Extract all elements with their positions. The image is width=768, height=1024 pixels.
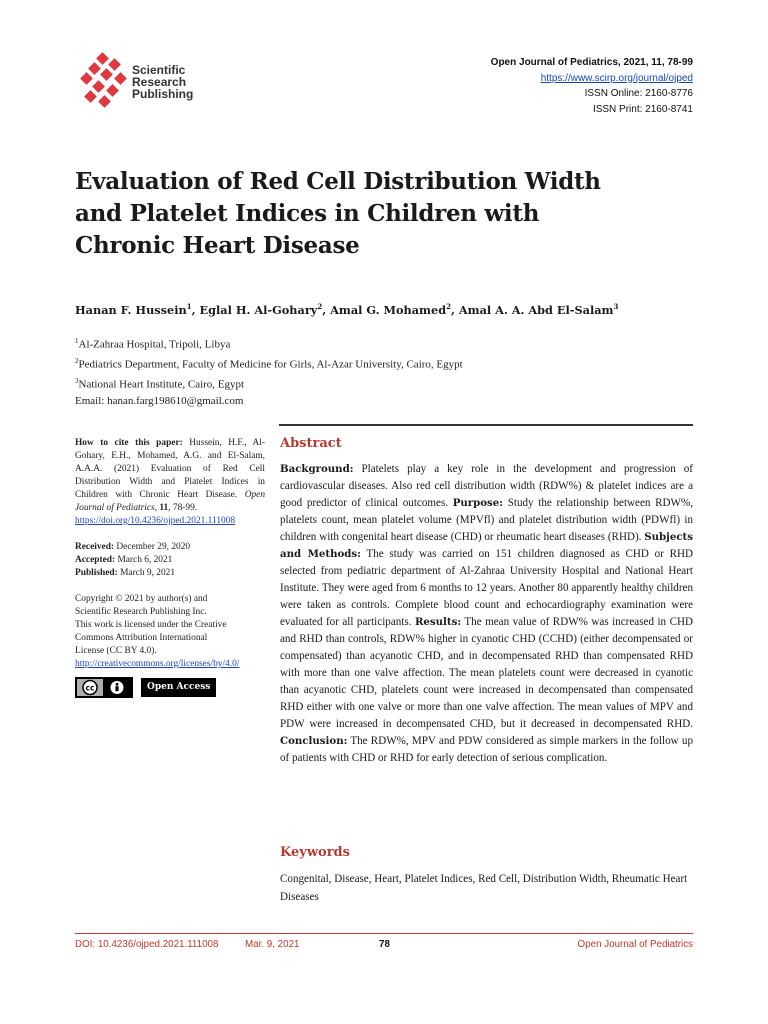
affiliation-text: Al-Zahraa Hospital, Tripoli, Libya xyxy=(78,338,231,351)
received-value: December 29, 2020 xyxy=(116,542,191,552)
author-name: Hanan F. Hussein xyxy=(75,302,187,317)
journal-url-link[interactable]: https://www.scirp.org/journal/ojped xyxy=(540,72,693,84)
affiliation-marker: 3 xyxy=(75,377,79,386)
results-text: The mean value of RDW% was increased in CHD and RHD than controls, RDW% higher in cyanotic CHD (CCHD) (either decompensated or compensated) than acyanotic CHD, and in decompensated RHD than compensated RHD with more than one valve affection. The mean platelets count were decreased in cyanotic than acyanotic CHD, platelets count were increased in decompensated than compensated RHD either with one valve or more than one valve affection. The mean values of MPV and PDW were increased in decompensated CHD, but it decreased in decompensated RHD. xyxy=(280,616,693,730)
affiliation-marker: 2 xyxy=(75,357,79,366)
publisher-line-3: Publishing xyxy=(132,87,194,101)
keywords-heading: Keywords xyxy=(280,845,350,860)
abstract-body xyxy=(280,461,693,767)
published-label: Published: xyxy=(75,568,118,578)
affiliations xyxy=(75,333,463,410)
affiliation-item xyxy=(75,353,463,373)
paper-title xyxy=(75,166,675,262)
cite-journal: Open Journal of Pediatrics xyxy=(75,490,266,513)
publisher-line-2: Research xyxy=(132,75,187,89)
published-date xyxy=(75,567,265,580)
author-affiliation-marker: 1 xyxy=(186,302,192,311)
journal-info xyxy=(491,55,693,117)
title-line: Evaluation of Red Cell Distribution Width xyxy=(75,168,601,195)
title-line: Chronic Heart Disease xyxy=(75,232,360,259)
author-affiliation-marker: 2 xyxy=(317,302,323,311)
accepted-label: Accepted: xyxy=(75,555,116,565)
footer-journal-name: Open Journal of Pediatrics xyxy=(577,939,693,950)
purpose-label: Purpose: xyxy=(452,497,504,509)
purpose-text: Study the relationship between RDW%, platelets count, mean platelet volume (MPVfl) and platelet distribution width (PDWfl) in children with congenital heart disease (CHD) or rheumatic heart diseases (RHD). xyxy=(280,497,694,543)
journal-citation: Open Journal of Pediatrics, 2021, 11, 78-99 xyxy=(490,57,693,68)
author-name: Eglal H. Al-Gohary xyxy=(199,302,318,317)
issn-print: ISSN Print: 2160-8741 xyxy=(592,103,693,115)
methods-label: Subjects and Methods: xyxy=(280,531,693,560)
abstract-divider xyxy=(279,424,693,426)
copyright-line: Commons Attribution International xyxy=(75,633,208,643)
affiliation-text: Pediatrics Department, Faculty of Medicine for Girls, Al-Azar University, Cairo, Egypt xyxy=(78,358,463,371)
footer-divider xyxy=(75,933,693,934)
methods-text: The study was carried on 151 children diagnosed as CHD or RHD selected from pediatric department of Al-Zahraa University Hospital and National Heart Institute. They were aged from 6 months to 12 years. Another 80 apparently healthy children were taken as controls. Complete blood count and echocardiography examination were evaluated for all participants. xyxy=(280,548,693,628)
affiliation-item xyxy=(75,333,463,353)
cite-volume: 11 xyxy=(159,503,169,513)
issn-online: ISSN Online: 2160-8776 xyxy=(584,88,693,99)
affiliation-item xyxy=(75,373,463,393)
footer-date: Mar. 9, 2021 xyxy=(245,939,300,950)
publisher-name xyxy=(132,64,193,100)
doi-link[interactable]: https://doi.org/10.4236/ojped.2021.111008 xyxy=(75,516,236,526)
copyright-line: License (CC BY 4.0). xyxy=(75,646,157,656)
copyright-line: This work is licensed under the Creative xyxy=(75,620,227,630)
author-list: Hanan F. Hussein$^1$, Eglal H. Al-Gohary$^2$, Amal G. Mohamed$^2$, Amal A. A. Abd El-Salam$^3$ xyxy=(75,302,619,317)
abstract-text xyxy=(280,461,693,767)
received-label: Received: xyxy=(75,542,115,552)
author-name: Amal A. A. Abd El-Salam xyxy=(458,302,614,317)
copyright-line: Scientific Research Publishing Inc. xyxy=(75,607,207,617)
received-date xyxy=(75,541,265,554)
cite-label: How to cite this paper: xyxy=(75,438,183,448)
cite-pages: , 78-99. xyxy=(168,503,198,513)
title-line: and Platelet Indices in Children with xyxy=(75,200,540,227)
page-number: 78 xyxy=(379,939,390,950)
accepted-date xyxy=(75,554,265,567)
conclusion-label: Conclusion: xyxy=(280,735,348,747)
page-footer xyxy=(75,939,693,955)
article-sidebar xyxy=(75,437,265,698)
cc-by-icon[interactable] xyxy=(75,677,133,698)
contact-email: Email: hanan.farg198610@gmail.com xyxy=(75,395,244,408)
open-access-badge: Open Access xyxy=(141,678,216,697)
published-value: March 9, 2021 xyxy=(120,568,176,578)
abstract-heading: Abstract xyxy=(280,436,342,451)
license-link[interactable]: http://creativecommons.org/licenses/by/4.0/ xyxy=(75,659,240,669)
accepted-value: March 6, 2021 xyxy=(117,555,173,565)
author-affiliation-marker: 3 xyxy=(613,302,619,311)
background-label: Background: xyxy=(280,463,354,475)
author-affiliation-marker: 2 xyxy=(446,302,451,311)
how-to-cite: How to cite this paper: Hussein, H.F., Al-Gohary, E.H., Mohamed, A.G. and El-Salam, A.A.A. (2021) Evaluation of Red Cell Distribution Width and Platelet Indices in Children with Chronic Heart Disease. Open Journal of Pediatrics, 11, 78-99. https://doi.org/10.4236/ojped.2021.111008 xyxy=(75,438,266,526)
keywords-text: Congenital, Disease, Heart, Platelet Indices, Red Cell, Distribution Width, Rheumatic Heart Diseases xyxy=(280,873,688,903)
svg-text:cc: cc xyxy=(85,683,95,693)
conclusion-text: The RDW%, MPV and PDW considered as simple markers in the follow up of patients with CHD or RHD for early detection of serious complication. xyxy=(280,735,693,764)
results-label: Results: xyxy=(414,616,462,628)
author-name: Amal G. Mohamed xyxy=(330,302,447,317)
footer-doi: DOI: 10.4236/ojped.2021.111008 xyxy=(75,939,219,950)
cite-text: Hussein, H.F., Al-Gohary, E.H., Mohamed, A.G. and El-Salam, A.A.A. (2021) Evaluation of Red Cell Distribution Width and Platelet Indices in Children with Chronic Heart Disease. xyxy=(75,438,266,500)
affiliation-marker: 1 xyxy=(75,337,79,345)
license-badges xyxy=(75,677,265,698)
publisher-line-1: Scientific xyxy=(132,63,186,77)
copyright-line: Copyright © 2021 by author(s) and xyxy=(75,594,208,604)
background-text: Platelets play a key role in the development and progression of cardiovascular diseases. Also red cell distribution width (RDW%) & platelet indices are a good predictor of clinical outcomes. xyxy=(280,463,693,509)
affiliation-text: National Heart Institute, Cairo, Egypt xyxy=(78,378,245,391)
